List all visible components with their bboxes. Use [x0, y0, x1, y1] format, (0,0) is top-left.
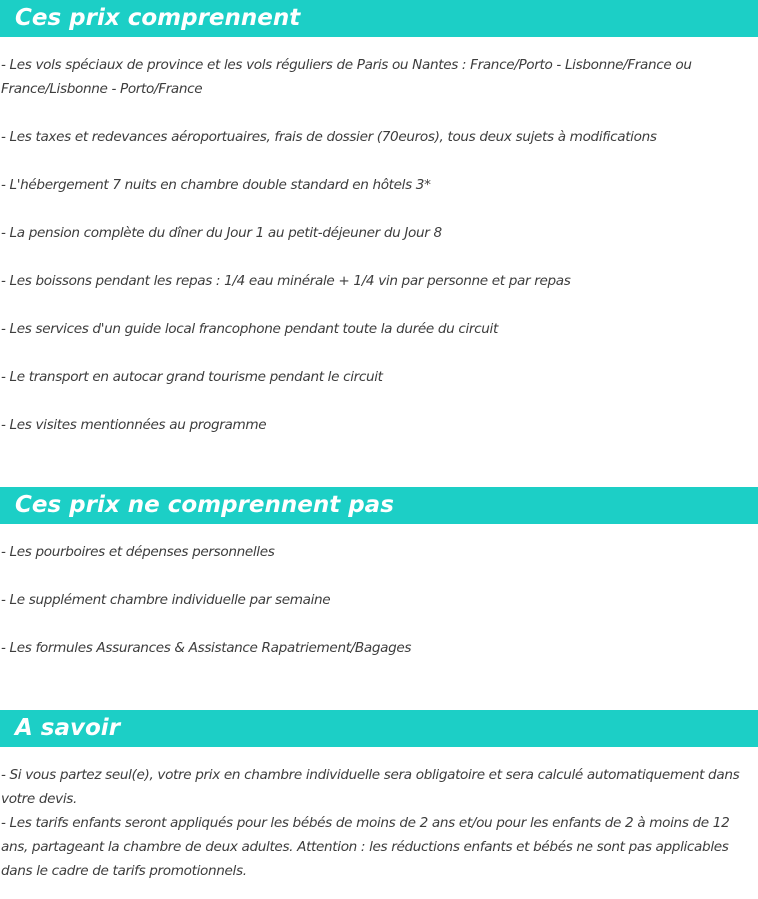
- list-item: - L'hébergement 7 nuits en chambre double standard en hôtels 3*: [1, 177, 431, 193]
- list-item: - La pension complète du dîner du Jour 1 au petit-déjeuner du Jour 8: [1, 225, 442, 241]
- list-item: - Les visites mentionnées au programme: [1, 417, 267, 433]
- included-list: [1, 53, 753, 437]
- section-header-good-to-know: A savoir: [0, 710, 758, 747]
- list-item: - Les vols spéciaux de province et les vols réguliers de Paris ou Nantes : France/Porto - Lisbonne/France ou France/Lisbonne - Porto/France: [1, 57, 692, 97]
- good-to-know-list: [1, 763, 753, 883]
- list-item: - Le supplément chambre individuelle par semaine: [1, 592, 331, 608]
- section-header-not-included: Ces prix ne comprennent pas: [0, 487, 758, 524]
- list-item: - Les pourboires et dépenses personnelles: [1, 544, 275, 560]
- list-item: - Les services d'un guide local francophone pendant toute la durée du circuit: [1, 321, 498, 337]
- list-item: - Les formules Assurances & Assistance Rapatriement/Bagages: [1, 640, 412, 656]
- list-item: - Le transport en autocar grand tourisme pendant le circuit: [1, 369, 383, 385]
- not-included-list: [1, 540, 753, 660]
- list-item: - Les taxes et redevances aéroportuaires, frais de dossier (70euros), tous deux sujets à modifications: [1, 129, 657, 145]
- list-item: - Si vous partez seul(e), votre prix en chambre individuelle sera obligatoire et sera calculé automatiquement dans votre devis.: [1, 767, 740, 807]
- list-item: - Les tarifs enfants seront appliqués pour les bébés de moins de 2 ans et/ou pour les enfants de 2 à moins de 12 ans, partageant la chambre de deux adultes. Attention : les réductions enfants et bébés ne sont pas applicables dans le cadre de tarifs promotionnels.: [1, 815, 730, 879]
- section-header-included: Ces prix comprennent: [0, 0, 758, 37]
- list-item: - Les boissons pendant les repas : 1/4 eau minérale + 1/4 vin par personne et par repas: [1, 273, 571, 289]
